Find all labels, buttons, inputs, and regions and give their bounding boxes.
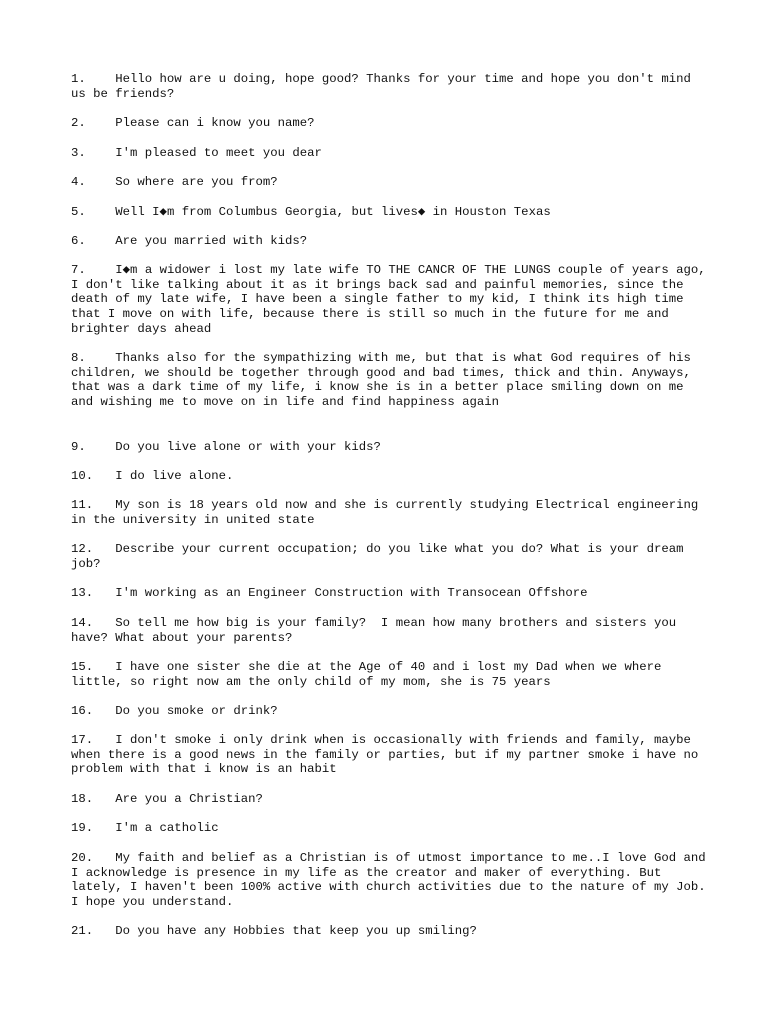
paragraph-10: 10. I do live alone. [71, 469, 234, 483]
paragraph-19: 19. I'm a catholic [71, 821, 219, 835]
paragraph-1: 1. Hello how are u doing, hope good? Thanks for your time and hope you don't mind us be friends? [71, 72, 699, 101]
paragraph-16: 16. Do you smoke or drink? [71, 704, 278, 718]
paragraph-3: 3. I'm pleased to meet you dear [71, 146, 322, 160]
paragraph-2: 2. Please can i know you name? [71, 116, 315, 130]
paragraph-11: 11. My son is 18 years old now and she is currently studying Electrical engineering in the university in united state [71, 498, 706, 527]
paragraph-13: 13. I'm working as an Engineer Construction with Transocean Offshore [71, 586, 588, 600]
paragraph-15: 15. I have one sister she die at the Age of 40 and i lost my Dad when we where little, so right now am the only child of my mom, she is 75 years [71, 660, 669, 689]
paragraph-5: 5. Well I◆m from Columbus Georgia, but lives◆ in Houston Texas [71, 205, 551, 219]
paragraph-12: 12. Describe your current occupation; do you like what you do? What is your dream job? [71, 542, 691, 571]
paragraph-21: 21. Do you have any Hobbies that keep you up smiling? [71, 924, 477, 938]
paragraph-8: 8. Thanks also for the sympathizing with me, but that is what God requires of his children, we should be together through good and bad times, thick and thin. Anyways, that was a dark time of my life, i know she is in a better place smiling down on me and wishing me to move on in life and find happiness again [71, 351, 699, 410]
paragraph-4: 4. So where are you from? [71, 175, 278, 189]
paragraph-20: 20. My faith and belief as a Christian is of utmost importance to me..I love God and I acknowledge is presence in my life as the creator and maker of everything. But lately, I haven't been 100% active with church activities due to the nature of my Job. I hope you understand. [71, 851, 714, 910]
paragraph-18: 18. Are you a Christian? [71, 792, 263, 806]
paragraph-17: 17. I don't smoke i only drink when is occasionally with friends and family, maybe when there is a good news in the family or parties, but if my partner smoke i have no problem with that i know is an habit [71, 733, 706, 777]
paragraph-14: 14. So tell me how big is your family? I mean how many brothers and sisters you have? What about your parents? [71, 616, 684, 645]
paragraph-7: 7. I◆m a widower i lost my late wife TO THE CANCR OF THE LUNGS couple of years ago, I don't like talking about it as it brings back sad and painful memories, since the death of my late wife, I have been a single father to my kid, I think its high time that I move on with life, because there is still so much in the future for me and brighter days ahead [71, 263, 714, 336]
paragraph-6: 6. Are you married with kids? [71, 234, 308, 248]
paragraph-9: 9. Do you live alone or with your kids? [71, 440, 381, 454]
